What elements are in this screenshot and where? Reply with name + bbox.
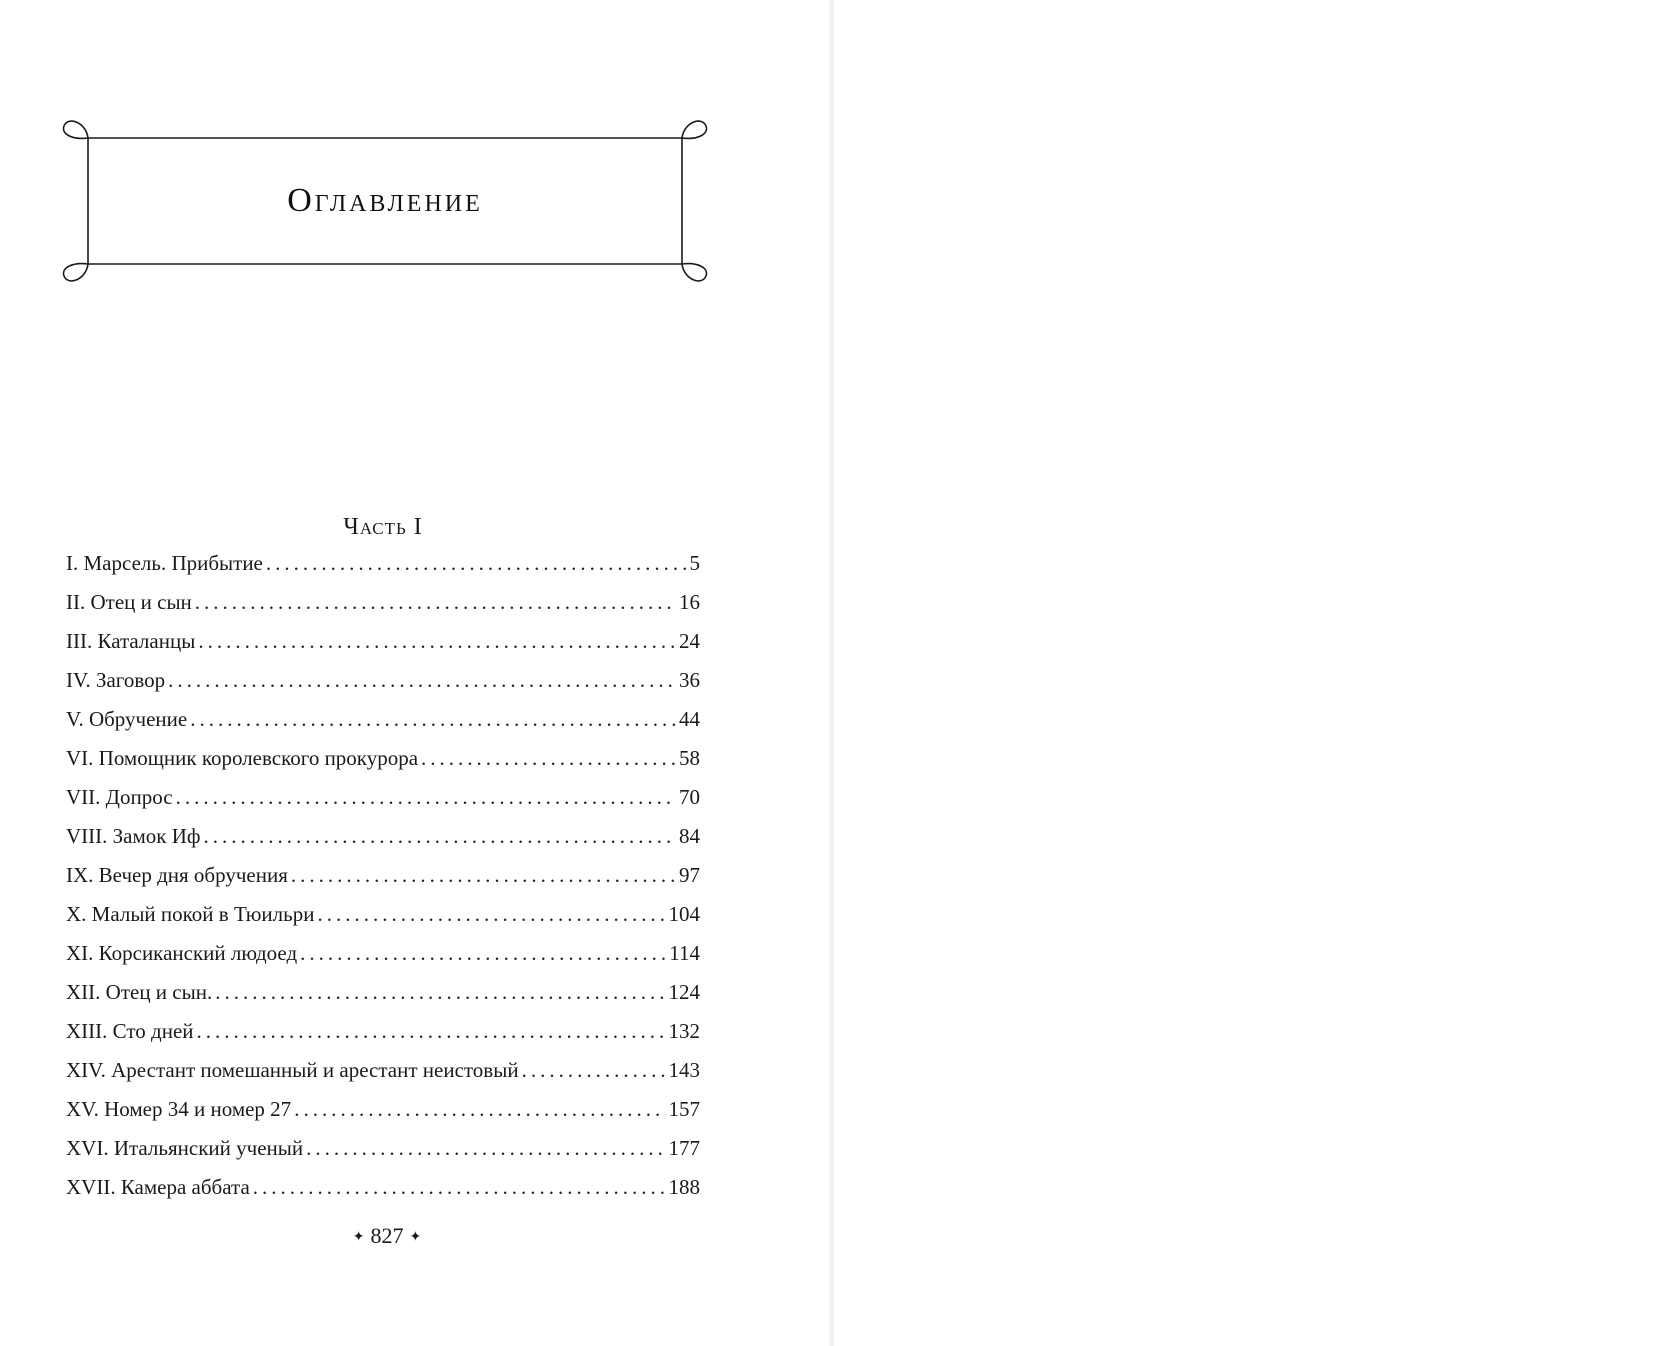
chapter-page-number: 114 bbox=[669, 941, 700, 965]
dot-leader bbox=[195, 583, 676, 622]
chapter-page-number: 143 bbox=[668, 1058, 700, 1082]
dot-leader bbox=[317, 895, 665, 934]
dot-leader bbox=[204, 817, 676, 856]
dot-leader bbox=[197, 1012, 666, 1051]
chapter-title: XII. Отец и сын. bbox=[66, 980, 213, 1004]
toc-left bbox=[66, 510, 700, 1207]
chapter-title: XVII. Камера аббата bbox=[66, 1175, 250, 1199]
chapter-title: III. Каталанцы bbox=[66, 629, 196, 653]
chapter-title: VI. Помощник королевского прокурора bbox=[66, 746, 419, 770]
toc-entry bbox=[66, 817, 700, 856]
toc-entry bbox=[66, 1012, 700, 1051]
chapter-page-number: 188 bbox=[668, 1175, 700, 1199]
ornament-icon: ✦ bbox=[352, 1230, 365, 1245]
chapter-page-number: 58 bbox=[679, 746, 700, 770]
title-frame bbox=[62, 114, 708, 288]
chapter-title: VII. Допрос bbox=[66, 785, 173, 809]
dot-leader bbox=[300, 934, 666, 973]
dot-leader bbox=[306, 1129, 665, 1168]
toc-entry bbox=[66, 1129, 700, 1168]
dot-leader bbox=[198, 622, 676, 661]
dot-leader bbox=[266, 544, 687, 583]
chapter-title: IX. Вечер дня обручения bbox=[66, 863, 288, 887]
left-page bbox=[0, 0, 832, 1346]
chapter-title: XIII. Сто дней bbox=[66, 1019, 194, 1043]
chapter-page-number: 104 bbox=[668, 902, 700, 926]
toc-entry bbox=[66, 622, 700, 661]
right-page bbox=[834, 0, 1665, 1346]
chapter-page-number: 124 bbox=[668, 980, 700, 1004]
page-title: Оглавление bbox=[287, 182, 483, 219]
dot-leader bbox=[190, 700, 676, 739]
chapter-title: XI. Корсиканский людоед bbox=[66, 941, 298, 965]
toc-entry bbox=[66, 856, 700, 895]
toc-entry bbox=[66, 1090, 700, 1129]
chapter-page-number: 132 bbox=[668, 1019, 700, 1043]
toc-list bbox=[66, 544, 700, 1207]
dot-leader bbox=[421, 739, 676, 778]
chapter-title: II. Отец и сын bbox=[66, 590, 192, 614]
toc-entry bbox=[66, 739, 700, 778]
toc-entry bbox=[66, 661, 700, 700]
chapter-title: IV. Заговор bbox=[66, 668, 166, 692]
chapter-page-number: 84 bbox=[679, 824, 700, 848]
dot-leader bbox=[291, 856, 676, 895]
part-heading: Часть I bbox=[343, 514, 423, 540]
chapter-title: X. Малый покой в Тюильри bbox=[66, 902, 315, 926]
chapter-title: XVI. Итальянский ученый bbox=[66, 1136, 304, 1160]
chapter-page-number: 177 bbox=[668, 1136, 700, 1160]
chapter-title: I. Марсель. Прибытие bbox=[66, 551, 263, 575]
chapter-page-number: 24 bbox=[679, 629, 700, 653]
chapter-page-number: 97 bbox=[679, 863, 700, 887]
chapter-page-number: 36 bbox=[679, 668, 700, 692]
toc-entry bbox=[66, 895, 700, 934]
toc-entry bbox=[66, 1051, 700, 1090]
toc-entry bbox=[66, 544, 700, 583]
chapter-page-number: 157 bbox=[668, 1097, 700, 1121]
dot-leader bbox=[168, 661, 676, 700]
toc-entry bbox=[66, 1168, 700, 1207]
chapter-page-number: 5 bbox=[689, 551, 700, 575]
chapter-page-number: 70 bbox=[679, 785, 700, 809]
dot-leader bbox=[294, 1090, 665, 1129]
chapter-title: XV. Номер 34 и номер 27 bbox=[66, 1097, 292, 1121]
toc-entry bbox=[66, 583, 700, 622]
dot-leader bbox=[176, 778, 676, 817]
dot-leader bbox=[253, 1168, 666, 1207]
chapter-title: XIV. Арестант помешанный и арестант неистовый bbox=[66, 1058, 519, 1082]
chapter-page-number: 16 bbox=[679, 590, 700, 614]
toc-entry bbox=[66, 973, 700, 1012]
dot-leader bbox=[215, 973, 665, 1012]
chapter-title: V. Обручение bbox=[66, 707, 188, 731]
toc-entry bbox=[66, 934, 700, 973]
ornament-icon: ✦ bbox=[409, 1230, 422, 1245]
toc-entry bbox=[66, 700, 700, 739]
page-number: ✦ 827 ✦ bbox=[352, 1223, 422, 1248]
dot-leader bbox=[522, 1051, 666, 1090]
chapter-title: VIII. Замок Иф bbox=[66, 824, 201, 848]
toc-entry bbox=[66, 778, 700, 817]
chapter-page-number: 44 bbox=[679, 707, 700, 731]
